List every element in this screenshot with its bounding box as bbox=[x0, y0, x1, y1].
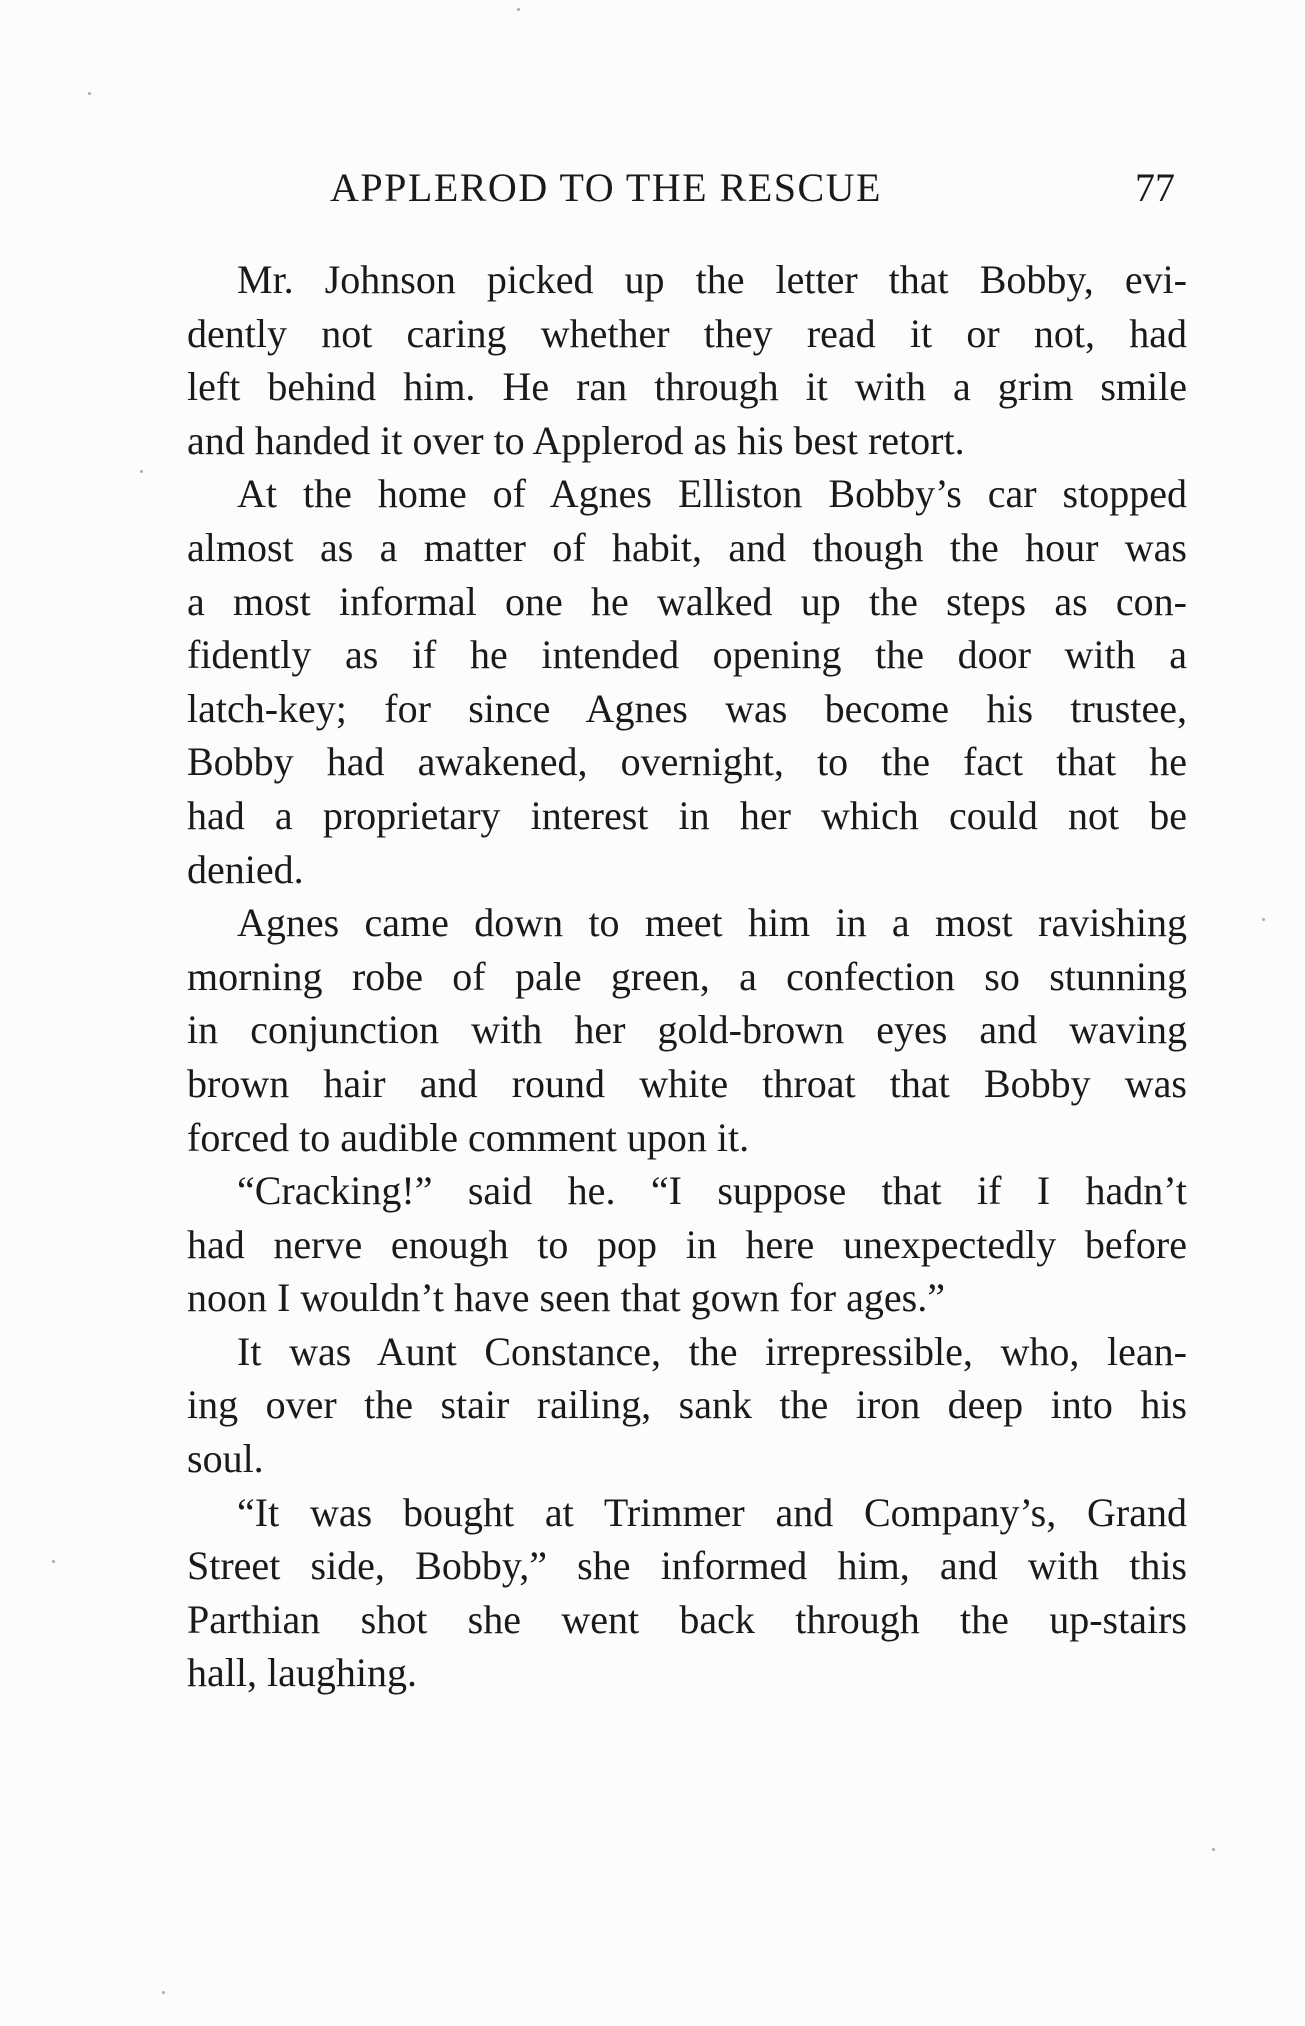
text-line: “It was bought at Trimmer and Company’s, Grand bbox=[237, 1489, 1187, 1535]
text-line: dently not caring whether they read it or not, had bbox=[187, 310, 1187, 356]
text-line: ing over the stair railing, sank the iron deep into his bbox=[187, 1382, 1187, 1428]
text-line: had a proprietary interest in her which could not be bbox=[187, 792, 1187, 838]
text-line: and handed it over to Applerod as his best retort. bbox=[187, 417, 965, 463]
text-line: brown hair and round white throat that Bobby was bbox=[187, 1060, 1187, 1106]
scan-speck bbox=[1262, 918, 1265, 921]
scan-speck bbox=[140, 470, 143, 473]
text-line: hall, laughing. bbox=[187, 1650, 417, 1696]
text-line: Bobby had awakened, overnight, to the fact that he bbox=[187, 739, 1187, 785]
scan-speck bbox=[52, 1560, 55, 1563]
text-line: had nerve enough to pop in here unexpectedly before bbox=[187, 1221, 1187, 1267]
text-line: forced to audible comment upon it. bbox=[187, 1114, 750, 1160]
text-line: denied. bbox=[187, 846, 304, 892]
text-line: It was Aunt Constance, the irrepressible, who, lean- bbox=[237, 1328, 1187, 1374]
text-line: Mr. Johnson picked up the letter that Bobby, evi- bbox=[237, 257, 1187, 302]
body-text bbox=[187, 253, 1187, 1700]
text-line: left behind him. He ran through it with a grim smile bbox=[187, 364, 1187, 410]
text-line: At the home of Agnes Elliston Bobby’s car stopped bbox=[237, 471, 1187, 517]
text-line: Street side, Bobby,” she informed him, and with this bbox=[187, 1543, 1187, 1589]
text-line: morning robe of pale green, a confection so stunning bbox=[187, 953, 1187, 999]
scan-speck bbox=[162, 1991, 165, 1994]
text-line: noon I wouldn’t have seen that gown for ages.” bbox=[187, 1275, 945, 1321]
text-line: almost as a matter of habit, and though the hour was bbox=[187, 524, 1187, 570]
scan-speck bbox=[1212, 1848, 1215, 1851]
text-line: a most informal one he walked up the steps as con- bbox=[187, 578, 1187, 624]
text-line: soul. bbox=[187, 1436, 264, 1482]
text-line: Agnes came down to meet him in a most ravishing bbox=[237, 900, 1187, 946]
running-head bbox=[187, 164, 1187, 214]
text-line: in conjunction with her gold-brown eyes and waving bbox=[187, 1007, 1187, 1053]
scan-speck bbox=[88, 92, 91, 95]
running-title: APPLEROD TO THE RESCUE bbox=[330, 165, 882, 210]
page-number: 77 bbox=[1135, 165, 1175, 210]
scan-speck bbox=[517, 8, 520, 11]
text-line: Parthian shot she went back through the up-stairs bbox=[187, 1596, 1187, 1642]
text-line: “Cracking!” said he. “I suppose that if I hadn’t bbox=[237, 1168, 1187, 1214]
text-line: latch-key; for since Agnes was become his trustee, bbox=[187, 685, 1187, 731]
text-line: fidently as if he intended opening the door with a bbox=[187, 632, 1187, 678]
